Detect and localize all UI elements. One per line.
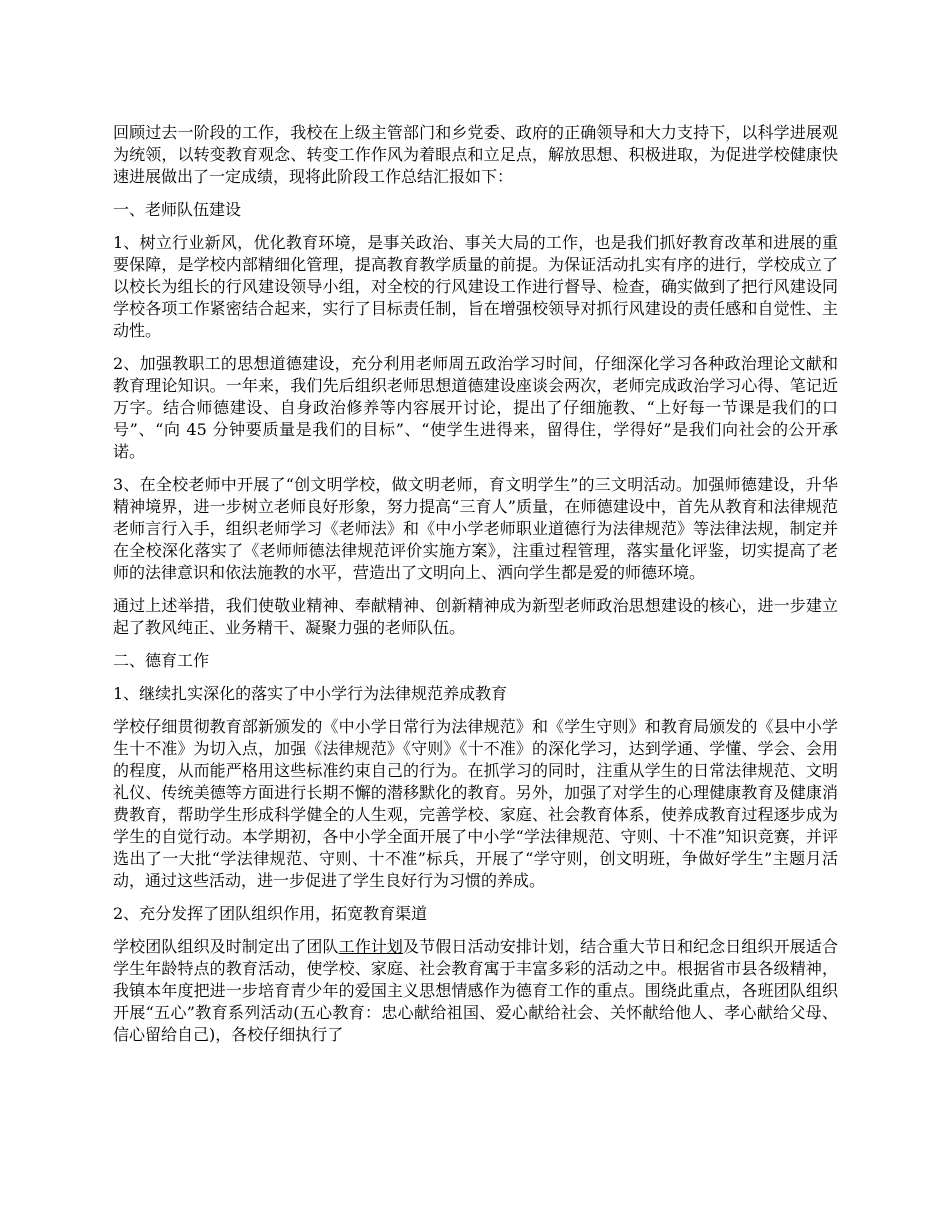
intro-paragraph: 回顾过去一阶段的工作，我校在上级主管部门和乡党委、政府的正确领导和大力支持下，以科学进展观为统领，以转变教育观念、转变工作作风为着眼点和立足点，解放思想、积极进取，为促进学校健康快速进展做出了一定成绩，现将此阶段工作总结汇报如下：: [113, 123, 838, 186]
subheading-2-1: 1、继续扎实深化的落实了中小学行为法律规范养成教育: [113, 684, 508, 703]
section-heading-teachers: 一、老师队伍建设: [113, 200, 242, 219]
paragraph-2-2-text-after: 及节假日活动安排计划，结合重大节日和纪念日组织开展适合学生年龄特点的教育活动，使学校、家庭、社会教育寓于丰富多彩的活动之中。根据省市县各级精神，我镇本年度把进一步培育青少年的爱国主义思想情感作为德育工作的重点。围绕此重点，各班团队组织开展“五心”教育系列活动(五心教育：忠心献给祖国、爱心献给社会、关怀献给他人、孝心献给父母、信心留给自己)，各校仔细执行了: [113, 937, 838, 1044]
paragraph-2-1: 学校仔细贯彻教育部新颁发的《中小学日常行为法律规范》和《学生守则》和教育局颁发的《县中小学生十不准》为切入点，加强《法律规范》《守则》《十不准》的深化学习，达到学通、学懂、学会、会用的程度，从而能严格用这些标准约束自己的行为。在抓学习的同时，注重从学生的日常法律规范、文明礼仪、传统美德等方面进行长期不懈的潜移默化的教育。另外，加强了对学生的心理健康教育及健康消费教育，帮助学生形成科学健全的人生观，完善学校、家庭、社会教育体系，使养成教育过程逐步成为学生的自觉行动。本学期初，各中小学全面开展了中小学“学法律规范、守则、十不准”知识竞赛，并评选出了一大批“学法律规范、守则、十不准”标兵，开展了“学守则，创文明班，争做好学生”主题月活动，通过这些活动，进一步促进了学生良好行为习惯的养成。: [113, 717, 838, 890]
paragraph-2-2-text-before: 学校团队组织及时制定出了团队: [113, 937, 339, 956]
subheading-2-2: 2、充分发挥了团队组织作用，拓宽教育渠道: [113, 904, 428, 923]
paragraph-1-1: 1、树立行业新风，优化教育环境，是事关政治、事关大局的工作，也是我们抓好教育改革和进展的重要保障，是学校内部精细化管理，提高教育教学质量的前提。为保证活动扎实有序的进行，学校成立了以校长为组长的行风建设领导小组，对全校的行风建设工作进行督导、检查，确实做到了把行风建设同学校各项工作紧密结合起来，实行了目标责任制，旨在增强校领导对抓行风建设的责任感和自觉性、主动性。: [113, 233, 838, 340]
paragraph-1-4: 通过上述举措，我们使敬业精神、奉献精神、创新精神成为新型老师政治思想建设的核心，进一步建立起了教风纯正、业务精干、凝聚力强的老师队伍。: [113, 596, 838, 637]
section-heading-moral-education: 二、德育工作: [113, 651, 210, 670]
paragraph-1-3: 3、在全校老师中开展了“创文明学校，做文明老师，育文明学生”的三文明活动。加强师德建设，升华精神境界，进一步树立老师良好形象，努力提高“三育人”质量，在师德建设中，首先从教育和法律规范老师言行入手，组织老师学习《老师法》和《中小学老师职业道德行为法律规范》等法律法规，制定并在全校深化落实了《老师师德法律规范评价实施方案》，注重过程管理，落实量化评鉴，切实提高了老师的法律意识和依法施教的水平，营造出了文明向上、洒向学生都是爱的师德环境。: [113, 475, 838, 582]
paragraph-1-2: 2、加强教职工的思想道德建设，充分利用老师周五政治学习时间，仔细深化学习各种政治理论文献和教育理论知识。一年来，我们先后组织老师思想道德建设座谈会两次，老师完成政治学习心得、笔记近万字。结合师德建设、自身政治修养等内容展开讨论，提出了仔细施教、“上好每一节课是我们的口号”、“向 45 分钟要质量是我们的目标”、“使学生进得来，留得住，学得好”是我们向社会的公开承诺。: [113, 354, 838, 461]
paragraph-2-2: [113, 936, 838, 1046]
work-plan-link[interactable]: 工作计划: [338, 937, 404, 956]
document-body: [113, 122, 838, 1057]
